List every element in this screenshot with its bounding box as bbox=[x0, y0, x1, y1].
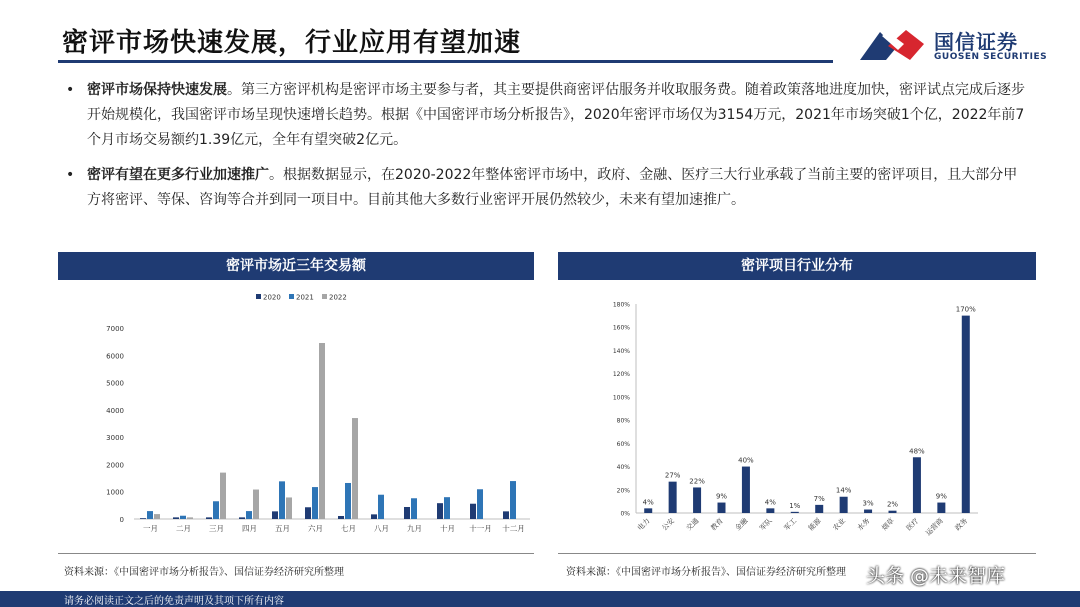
bar-2021-5 bbox=[279, 481, 285, 519]
y-tick-label: 3000 bbox=[106, 434, 124, 443]
x-tick-label: 能源 bbox=[807, 516, 823, 533]
bar-2020-3 bbox=[206, 517, 212, 519]
bar-2022-7 bbox=[352, 418, 358, 519]
x-tick-label: 七月 bbox=[341, 524, 356, 533]
bar-2020-6 bbox=[305, 507, 311, 519]
bar-9 bbox=[840, 497, 848, 513]
data-label: 27% bbox=[664, 471, 681, 480]
data-label: 1% bbox=[789, 501, 801, 510]
data-label: 9% bbox=[715, 492, 728, 501]
bar-1 bbox=[644, 508, 652, 513]
y-tick-label: 40% bbox=[616, 464, 630, 472]
bar-2020-4 bbox=[239, 517, 245, 519]
bullet-item bbox=[66, 163, 1026, 213]
legend-swatch-2021 bbox=[289, 294, 294, 299]
y-tick-label: 0 bbox=[119, 516, 124, 524]
y-tick-label: 5000 bbox=[106, 379, 124, 388]
bar-6 bbox=[766, 508, 774, 513]
x-tick-label: 十一月 bbox=[469, 524, 492, 533]
bar-2022-3 bbox=[220, 473, 226, 519]
bar-2020-7 bbox=[338, 516, 344, 519]
legend-label-2020: 2020 bbox=[263, 293, 281, 302]
y-tick-label: 20% bbox=[616, 487, 630, 495]
legend-label-2021: 2021 bbox=[296, 293, 314, 302]
x-tick-label: 金融 bbox=[733, 516, 750, 533]
x-tick-label: 六月 bbox=[308, 524, 323, 533]
guosen-logo-icon bbox=[858, 26, 926, 64]
bar-7 bbox=[791, 512, 799, 513]
bar-2021-8 bbox=[378, 495, 384, 519]
data-label: 3% bbox=[862, 499, 874, 508]
x-tick-label: 水务 bbox=[855, 516, 872, 533]
bar-5 bbox=[742, 467, 750, 513]
data-label: 40% bbox=[738, 456, 754, 465]
bar-2022-5 bbox=[286, 497, 292, 519]
legend-label-2022: 2022 bbox=[329, 293, 347, 302]
x-tick-label: 政务 bbox=[953, 516, 970, 533]
page-title: 密评市场快速发展，行业应用有望加速 bbox=[62, 28, 522, 58]
watermark: 头条 @未来智库 bbox=[866, 565, 1006, 587]
bar-8 bbox=[815, 505, 823, 513]
bar-2021-6 bbox=[312, 487, 318, 519]
bar-2021-1 bbox=[147, 511, 153, 519]
footer-bar bbox=[0, 591, 1080, 607]
bullet-list bbox=[66, 78, 1026, 223]
right-chart-title: 密评项目行业分布 bbox=[558, 252, 1036, 280]
bar-11 bbox=[889, 511, 897, 513]
right-source: 资料来源：《中国密评市场分析报告》、国信证券经济研究所整理 bbox=[566, 567, 846, 578]
x-tick-label: 八月 bbox=[374, 524, 389, 533]
footer-disclaimer: 请务必阅读正文之后的免责声明及其项下所有内容 bbox=[64, 596, 284, 607]
y-tick-label: 4000 bbox=[106, 406, 124, 415]
x-tick-label: 十二月 bbox=[502, 524, 525, 533]
data-label: 2% bbox=[886, 500, 899, 509]
data-label: 7% bbox=[813, 494, 825, 503]
x-tick-label: 农业 bbox=[831, 516, 848, 533]
left-chart-panel bbox=[58, 252, 534, 280]
bullet-lead: 密评有望在更多行业加速推广 bbox=[87, 167, 269, 183]
bar-13 bbox=[937, 503, 945, 513]
x-tick-label: 电力 bbox=[636, 516, 652, 533]
x-tick-label: 交通 bbox=[684, 516, 701, 533]
x-tick-label: 十月 bbox=[440, 524, 455, 533]
bullet-lead: 密评市场保持快速发展 bbox=[87, 82, 227, 98]
bar-2021-11 bbox=[477, 489, 483, 519]
data-label: 48% bbox=[909, 447, 925, 456]
x-tick-label: 军队 bbox=[758, 516, 774, 533]
x-tick-label: 九月 bbox=[407, 524, 422, 533]
bullet-dot-icon: • bbox=[66, 167, 75, 183]
y-tick-label: 180% bbox=[612, 301, 630, 309]
x-tick-label: 三月 bbox=[209, 524, 224, 533]
x-tick-label: 教育 bbox=[709, 516, 725, 533]
bullet-dot-icon: • bbox=[66, 82, 75, 98]
logo-text-cn: 国信证券 bbox=[934, 30, 1018, 54]
bar-2 bbox=[669, 482, 677, 513]
y-tick-label: 60% bbox=[616, 440, 630, 448]
x-tick-label: 五月 bbox=[275, 524, 290, 533]
bar-2020-9 bbox=[404, 507, 410, 519]
y-tick-label: 140% bbox=[612, 347, 630, 355]
right-chart-panel bbox=[558, 252, 1036, 280]
bar-2021-3 bbox=[213, 501, 219, 519]
y-tick-label: 120% bbox=[612, 371, 630, 379]
bar-2022-6 bbox=[319, 343, 325, 519]
bar-2021-12 bbox=[510, 481, 516, 519]
bar-2022-4 bbox=[253, 490, 259, 519]
data-label: 14% bbox=[835, 486, 852, 495]
y-tick-label: 0% bbox=[620, 510, 630, 518]
data-label: 4% bbox=[764, 498, 776, 507]
bar-2020-5 bbox=[272, 511, 278, 519]
data-label: 170% bbox=[955, 305, 976, 314]
industry-distribution-chart bbox=[558, 282, 1036, 544]
company-logo bbox=[858, 22, 1048, 68]
bar-3 bbox=[693, 487, 701, 513]
left-source: 资料来源：《中国密评市场分析报告》、国信证券经济研究所整理 bbox=[64, 567, 344, 578]
bar-14 bbox=[962, 316, 970, 513]
x-tick-label: 公安 bbox=[660, 516, 677, 533]
bar-2022-2 bbox=[187, 517, 193, 519]
legend-swatch-2022 bbox=[322, 294, 327, 299]
bar-2020-12 bbox=[503, 511, 509, 519]
bar-12 bbox=[913, 457, 921, 513]
x-tick-label: 运营商 bbox=[924, 516, 945, 538]
bar-10 bbox=[864, 510, 872, 513]
y-tick-label: 1000 bbox=[106, 488, 124, 497]
data-label: 4% bbox=[642, 498, 654, 507]
bullet-text: 。第三方密评机构是密评市场主要参与者，其主要提供商密评估服务并收取服务费。随着政策落地进度加快，密评试点完成后逐步开始规模化，我国密评市场呈现快速增长趋势。根据《中国密评市场分析报告》，2020年密评市场仅为3154万元，2021年市场突破1个亿，2022年前7个月市场交易额约1.39亿元，全年有望突破2亿元。 bbox=[87, 82, 1025, 148]
bar-2020-2 bbox=[173, 517, 179, 519]
bar-2021-10 bbox=[444, 497, 450, 519]
x-tick-label: 二月 bbox=[176, 524, 191, 533]
data-label: 22% bbox=[689, 477, 705, 486]
bar-2020-10 bbox=[437, 503, 443, 519]
x-tick-label: 一月 bbox=[143, 524, 158, 533]
x-tick-label: 四月 bbox=[242, 524, 257, 533]
data-label: 9% bbox=[935, 492, 947, 501]
legend-swatch-2020 bbox=[256, 294, 261, 299]
bar-2021-2 bbox=[180, 516, 186, 519]
y-tick-label: 80% bbox=[616, 417, 630, 425]
x-tick-label: 烟草 bbox=[880, 516, 896, 533]
bar-4 bbox=[718, 503, 726, 513]
x-tick-label: 医疗 bbox=[904, 516, 921, 533]
y-tick-label: 160% bbox=[612, 324, 630, 332]
left-chart-title: 密评市场近三年交易额 bbox=[58, 252, 534, 280]
x-tick-label: 军工 bbox=[782, 516, 799, 533]
left-source-rule bbox=[58, 553, 534, 554]
right-source-rule bbox=[558, 553, 1036, 554]
bar-2021-4 bbox=[246, 511, 252, 519]
y-tick-label: 100% bbox=[612, 394, 630, 402]
bullet-item bbox=[66, 78, 1026, 153]
bar-2020-11 bbox=[470, 504, 476, 519]
y-tick-label: 2000 bbox=[106, 461, 124, 470]
monthly-transaction-chart bbox=[58, 282, 534, 544]
bar-2022-1 bbox=[154, 514, 160, 519]
bar-2020-1 bbox=[140, 518, 146, 519]
bar-2020-8 bbox=[371, 514, 377, 519]
title-underline bbox=[58, 60, 833, 63]
y-tick-label: 7000 bbox=[106, 325, 124, 333]
y-tick-label: 6000 bbox=[106, 352, 124, 361]
bullet-text: 。根据数据显示，在2020-2022年整体密评市场中，政府、金融、医疗三大行业承载了当前主要的密评项目，且大部分甲方将密评、等保、咨询等合并到同一项目中。目前其他大多数行业密评开展仍然较少，未来有望加速推广。 bbox=[87, 167, 1018, 208]
bar-2021-7 bbox=[345, 483, 351, 519]
logo-text-en: GUOSEN SECURITIES bbox=[934, 52, 1048, 62]
bar-2021-9 bbox=[411, 498, 417, 519]
